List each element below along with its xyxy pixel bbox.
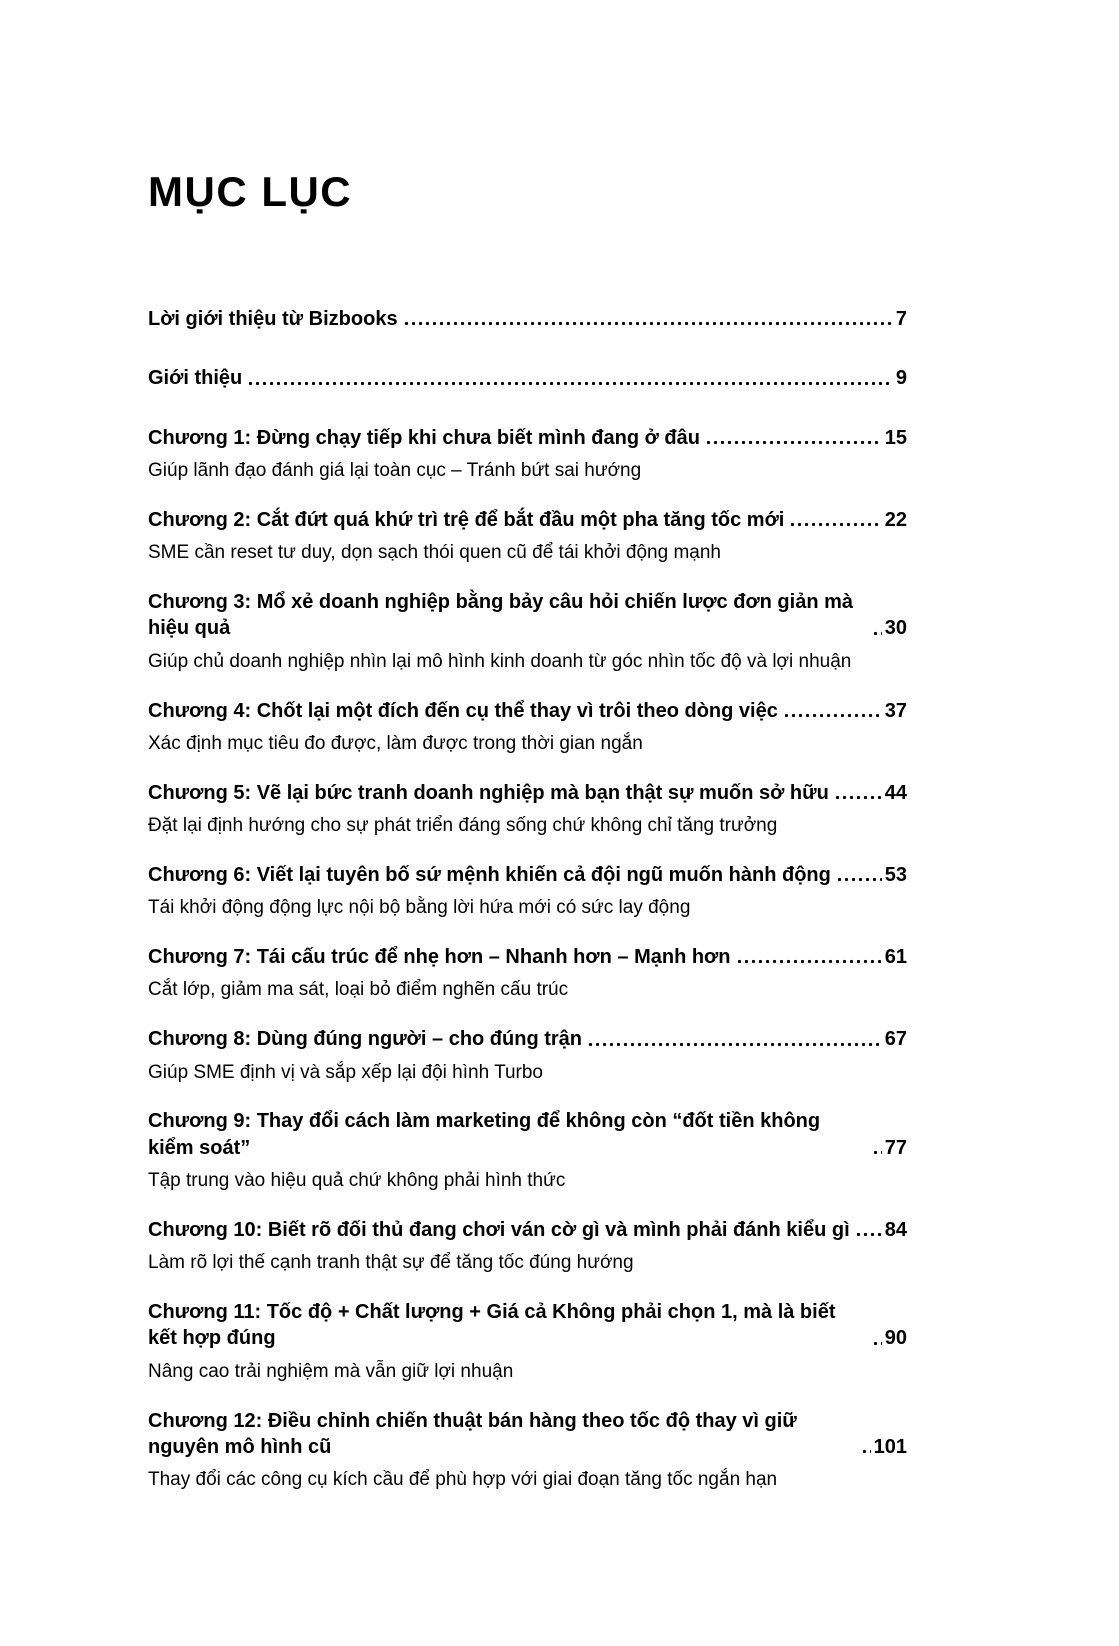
toc-entry-page-number: 67 — [884, 1028, 907, 1051]
toc-entry-title: Giới thiệu — [148, 367, 243, 390]
toc-entry-page-number: 61 — [884, 946, 907, 969]
toc-entry-subtitle: Tái khởi động động lực nội bộ bằng lời hứa mới có sức lay động — [148, 897, 691, 919]
toc-entry-title: Chương 12: Điều chỉnh chiến thuật bán hàng theo tốc độ thay vì giữ nguyên mô hình cũ — [148, 1409, 797, 1458]
toc-entry-page-number: 101 — [873, 1435, 907, 1458]
toc-entry — [148, 1408, 907, 1493]
toc-entry-title: Chương 6: Viết lại tuyên bố sứ mệnh khiến cả đội ngũ muốn hành động — [148, 863, 831, 886]
toc-entry-subtitle: Giúp SME định vị và sắp xếp lại đội hình Turbo — [148, 1061, 544, 1083]
toc-entry-title: Chương 10: Biết rõ đối thủ đang chơi ván cờ gì và mình phải đánh kiểu gì — [148, 1218, 850, 1241]
toc-entry — [148, 780, 907, 838]
toc-entry-title: Chương 9: Thay đổi cách làm marketing để không còn “đốt tiền không kiểm soát” — [148, 1110, 821, 1159]
toc-entry — [148, 507, 907, 565]
toc-entry-line — [148, 1026, 907, 1052]
toc-entry-line — [148, 862, 907, 888]
dot-leader — [247, 381, 893, 386]
toc-entry-line — [148, 1108, 907, 1161]
toc-entry-page-number: 15 — [884, 426, 907, 449]
toc-entry-line — [148, 780, 907, 806]
toc-entry-line — [148, 425, 907, 451]
toc-entry-subtitle: Nâng cao trải nghiệm mà vẫn giữ lợi nhuận — [148, 1360, 514, 1382]
toc-entry-page-number: 84 — [884, 1218, 907, 1241]
toc-entry-title: Chương 2: Cắt đứt quá khứ trì trệ để bắt đầu một pha tăng tốc mới — [148, 508, 785, 531]
toc-entry-title: Chương 4: Chốt lại một đích đến cụ thể thay vì trôi theo dòng việc — [148, 699, 778, 722]
dot-leader — [834, 795, 882, 800]
toc-entry-subtitle: Giúp lãnh đạo đánh giá lại toàn cục – Tránh bứt sai hướng — [148, 460, 642, 482]
toc-entry-line — [148, 1299, 907, 1352]
page-title: MỤC LỤC — [148, 168, 353, 215]
toc-entry-subtitle: Cắt lớp, giảm ma sát, loại bỏ điểm nghẽn cấu trúc — [148, 979, 569, 1001]
toc-entry — [148, 944, 907, 1002]
toc-entry-page-number: 9 — [895, 367, 907, 390]
toc-entry-page-number: 7 — [895, 308, 907, 330]
dot-leader — [783, 713, 882, 718]
dot-leader — [736, 959, 882, 964]
dot-leader — [861, 1449, 871, 1454]
toc-entry-subtitle: Xác định mục tiêu đo được, làm được trong thời gian ngắn — [148, 732, 643, 754]
toc-entry-subtitle: Tập trung vào hiệu quả chứ không phải hình thức — [148, 1170, 566, 1192]
toc-list — [148, 306, 907, 1492]
dot-leader — [836, 877, 882, 882]
toc-entry-page-number: 53 — [884, 863, 907, 886]
toc-entry — [148, 698, 907, 756]
toc-entry — [148, 1026, 907, 1084]
toc-entry-page-number: 22 — [884, 508, 907, 531]
toc-entry — [148, 1108, 907, 1193]
toc-entry-line — [148, 306, 907, 332]
toc-entry-page-number: 77 — [884, 1136, 907, 1159]
toc-entry-page-number: 30 — [884, 617, 907, 640]
toc-entry-title: Chương 1: Đừng chạy tiếp khi chưa biết mình đang ở đâu — [148, 426, 700, 449]
toc-entry-page-number: 37 — [884, 699, 907, 722]
toc-entry-subtitle: Thay đổi các công cụ kích cầu để phù hợp với giai đoạn tăng tốc ngắn hạn — [148, 1469, 778, 1491]
dot-leader — [872, 631, 882, 636]
toc-entry-title: Chương 5: Vẽ lại bức tranh doanh nghiệp mà bạn thật sự muốn sở hữu — [148, 781, 829, 804]
toc-entry — [148, 425, 907, 483]
dot-leader — [587, 1042, 882, 1047]
toc-entry-title: Chương 8: Dùng đúng người – cho đúng trận — [148, 1028, 583, 1051]
toc-entry — [148, 589, 907, 674]
toc-entry-page-number: 90 — [884, 1327, 907, 1350]
toc-entry-line — [148, 1408, 907, 1461]
toc-entry-subtitle: Giúp chủ doanh nghiệp nhìn lại mô hình kinh doanh từ góc nhìn tốc độ và lợi nhuận — [148, 650, 852, 672]
toc-entry-line — [148, 698, 907, 724]
toc-entry-title: Chương 3: Mổ xẻ doanh nghiệp bằng bảy câu hỏi chiến lược đơn giản mà hiệu quả — [148, 591, 854, 640]
toc-entry — [148, 862, 907, 920]
toc-entry — [148, 1217, 907, 1275]
dot-leader — [855, 1232, 882, 1237]
toc-entry-line — [148, 944, 907, 970]
toc-entry — [148, 1299, 907, 1384]
dot-leader — [403, 321, 893, 326]
toc-entry-subtitle: SME cần reset tư duy, dọn sạch thói quen cũ để tái khởi động mạnh — [148, 542, 721, 564]
toc-entry-title: Chương 11: Tốc độ + Chất lượng + Giá cả Không phải chọn 1, mà là biết kết hợp đúng — [148, 1300, 836, 1350]
toc-entry-title: Lời giới thiệu từ Bizbooks — [148, 308, 398, 330]
toc-entry-subtitle: Đặt lại định hướng cho sự phát triển đáng sống chứ không chỉ tăng trưởng — [148, 815, 778, 837]
toc-entry-page-number: 44 — [884, 781, 907, 804]
toc-entry-subtitle: Làm rõ lợi thế cạnh tranh thật sự để tăng tốc đúng hướng — [148, 1252, 634, 1274]
toc-entry-line — [148, 1217, 907, 1243]
dot-leader — [872, 1150, 882, 1155]
dot-leader — [789, 522, 881, 527]
toc-entry-line — [148, 507, 907, 533]
toc-entry-title: Chương 7: Tái cấu trúc để nhẹ hơn – Nhanh hơn – Mạnh hơn — [148, 946, 731, 969]
dot-leader — [705, 440, 882, 445]
toc-entry — [148, 306, 907, 332]
dot-leader — [872, 1341, 882, 1346]
toc-entry — [148, 365, 907, 391]
toc-entry-line — [148, 365, 907, 391]
toc-entry-line — [148, 589, 907, 642]
